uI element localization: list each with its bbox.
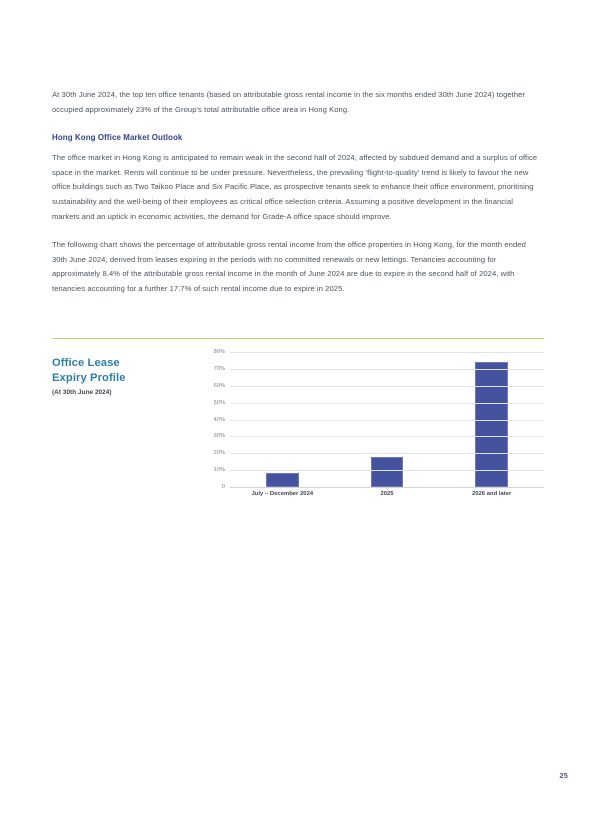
y-axis-tick-label: 60%: [213, 382, 225, 389]
y-axis-tick-label: 20%: [213, 450, 225, 457]
chart-gridline: [230, 470, 544, 471]
chart-bar: [371, 457, 404, 487]
chart-gridline: [230, 386, 544, 387]
x-axis-tick-label: July – December 2024: [251, 491, 314, 497]
y-axis-tick-label: 80%: [213, 349, 225, 355]
page-number: 25: [559, 771, 568, 780]
paragraph-top-tenants: At 30th June 2024, the top ten office tenants (based on attributable gross rental income in the six months ended 30th June 2024) together occupied approximately 23% of the Group's total attributable office area in Hong Kong.: [52, 90, 526, 114]
chart-title-line-2: Expiry Profile: [52, 371, 126, 384]
paragraph-market-outlook: The office market in Hong Kong is anticipated to remain weak in the second half of 2024, affected by subdued demand and a surplus of office space in the market. Rents will continue to be under pressure. Nevertheless, the prevailing ‘flight-to-quality’ trend is likely to favour the new office buildings such as Two Taikoo Place and Six Pacific Place, as prospective tenants seek to enhance their office environment, prioritising sustainability and the well-being of their employees as critical office selection criteria. Assuming a positive development in the financial markets and an uptick in economic activities, the demand for Grade-A office space should improve.: [52, 153, 538, 221]
chart-baseline: [230, 487, 544, 488]
chart-plot-wrapper: [202, 349, 544, 517]
office-lease-expiry-chart: [52, 349, 544, 517]
chart-x-axis: [230, 491, 544, 505]
chart-gridline: [230, 369, 544, 370]
y-axis-tick-label: 70%: [213, 365, 225, 372]
chart-title-line-1: Office Lease: [52, 357, 120, 369]
document-body: [52, 88, 542, 311]
chart-gridline: [230, 436, 544, 437]
chart-subtitle: (At 30th June 2024): [52, 389, 112, 396]
y-axis-tick-label: 0: [221, 484, 225, 490]
section-heading-market-outlook: Hong Kong Office Market Outlook: [52, 133, 183, 143]
chart-gridline: [230, 403, 544, 404]
chart-gridline: [230, 453, 544, 454]
chart-caption: [52, 356, 192, 398]
chart-y-axis: [202, 349, 228, 490]
chart-plot-area: [230, 352, 544, 487]
chart-gridline: [230, 420, 544, 421]
section-divider: [52, 338, 544, 339]
y-axis-tick-label: 50%: [213, 399, 225, 406]
chart-gridline: [230, 352, 544, 353]
y-axis-tick-label: 40%: [213, 416, 225, 423]
paragraph-lease-expiry-intro: The following chart shows the percentage of attributable gross rental income from the office properties in Hong Kong, for the month ended 30th June 2024, derived from leases expiring in the periods with no committed renewals or new lettings. Tenancies accounting for approximately 8.4% of the attributable gross rental income in the month of June 2024 are due to expire in the second half of 2024, with tenancies accounting for a further 17.7% of such rental income due to expire in 2025.: [52, 240, 526, 293]
x-axis-tick-label: 2025: [380, 491, 394, 497]
chart-bar: [266, 473, 299, 487]
y-axis-tick-label: 10%: [213, 467, 225, 474]
y-axis-tick-label: 30%: [213, 433, 225, 440]
x-axis-tick-label: 2026 and later: [471, 491, 512, 497]
chart-bar: [475, 362, 508, 487]
